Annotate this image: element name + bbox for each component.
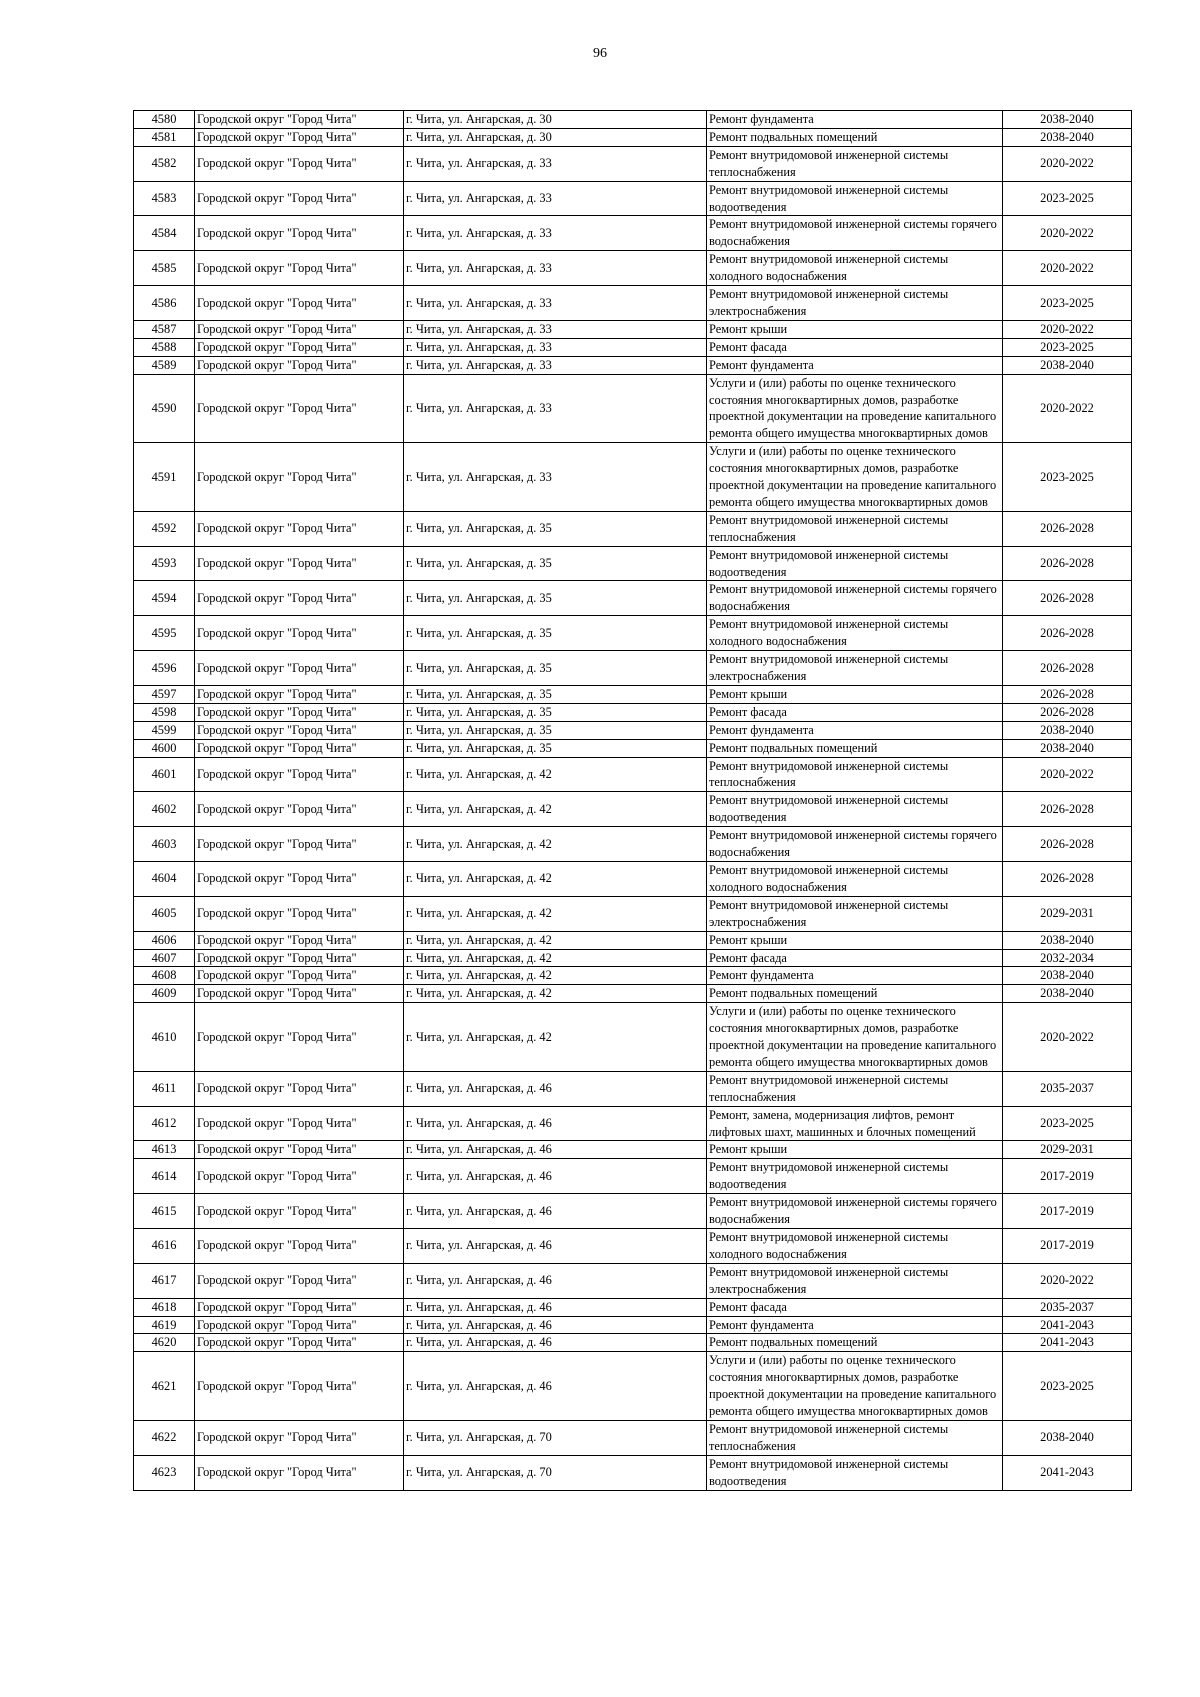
address-cell: г. Чита, ул. Ангарская, д. 46 <box>404 1352 707 1421</box>
table-row <box>134 216 1132 251</box>
municipality-cell: Городской округ "Город Чита" <box>195 286 404 321</box>
row-number-cell: 4595 <box>134 616 195 651</box>
work-type-cell: Ремонт подвальных помещений <box>707 739 1003 757</box>
table-row <box>134 1334 1132 1352</box>
address-cell: г. Чита, ул. Ангарская, д. 46 <box>404 1263 707 1298</box>
municipality-cell: Городской округ "Город Чита" <box>195 1352 404 1421</box>
table-row <box>134 356 1132 374</box>
address-cell: г. Чита, ул. Ангарская, д. 42 <box>404 757 707 792</box>
work-type-cell: Услуги и (или) работы по оценке технического состояния многоквартирных домов, разработке проектной документации на проведение капитального ремонта общего имущества многоквартирных домов <box>707 1003 1003 1072</box>
work-type-cell: Ремонт внутридомовой инженерной системы горячего водоснабжения <box>707 1194 1003 1229</box>
row-number-cell: 4587 <box>134 320 195 338</box>
table-row <box>134 985 1132 1003</box>
work-type-cell: Ремонт фундамента <box>707 111 1003 129</box>
work-type-cell: Ремонт внутридомовой инженерной системы электроснабжения <box>707 651 1003 686</box>
row-number-cell: 4614 <box>134 1159 195 1194</box>
address-cell: г. Чита, ул. Ангарская, д. 46 <box>404 1316 707 1334</box>
row-number-cell: 4588 <box>134 338 195 356</box>
period-cell: 2026-2028 <box>1003 685 1132 703</box>
table-row <box>134 1352 1132 1421</box>
table-row <box>134 757 1132 792</box>
address-cell: г. Чита, ул. Ангарская, д. 33 <box>404 181 707 216</box>
municipality-cell: Городской округ "Город Чита" <box>195 1159 404 1194</box>
table-row <box>134 861 1132 896</box>
address-cell: г. Чита, ул. Ангарская, д. 35 <box>404 546 707 581</box>
row-number-cell: 4580 <box>134 111 195 129</box>
address-cell: г. Чита, ул. Ангарская, д. 42 <box>404 827 707 862</box>
municipality-cell: Городской округ "Город Чита" <box>195 1298 404 1316</box>
period-cell: 2026-2028 <box>1003 546 1132 581</box>
period-cell: 2026-2028 <box>1003 616 1132 651</box>
work-type-cell: Ремонт фасада <box>707 1298 1003 1316</box>
table-row <box>134 443 1132 512</box>
address-cell: г. Чита, ул. Ангарская, д. 46 <box>404 1194 707 1229</box>
table-row <box>134 251 1132 286</box>
work-type-cell: Ремонт внутридомовой инженерной системы горячего водоснабжения <box>707 581 1003 616</box>
period-cell: 2038-2040 <box>1003 356 1132 374</box>
row-number-cell: 4589 <box>134 356 195 374</box>
period-cell: 2038-2040 <box>1003 967 1132 985</box>
period-cell: 2029-2031 <box>1003 1141 1132 1159</box>
row-number-cell: 4592 <box>134 511 195 546</box>
work-type-cell: Ремонт внутридомовой инженерной системы водоотведения <box>707 546 1003 581</box>
period-cell: 2026-2028 <box>1003 581 1132 616</box>
address-cell: г. Чита, ул. Ангарская, д. 42 <box>404 949 707 967</box>
table-row <box>134 511 1132 546</box>
table-row <box>134 1263 1132 1298</box>
period-cell: 2020-2022 <box>1003 1003 1132 1072</box>
row-number-cell: 4582 <box>134 146 195 181</box>
work-type-cell: Ремонт внутридомовой инженерной системы теплоснабжения <box>707 146 1003 181</box>
work-type-cell: Ремонт внутридомовой инженерной системы водоотведения <box>707 1159 1003 1194</box>
address-cell: г. Чита, ул. Ангарская, д. 35 <box>404 651 707 686</box>
address-cell: г. Чита, ул. Ангарская, д. 42 <box>404 985 707 1003</box>
address-cell: г. Чита, ул. Ангарская, д. 35 <box>404 721 707 739</box>
row-number-cell: 4615 <box>134 1194 195 1229</box>
row-number-cell: 4611 <box>134 1071 195 1106</box>
table-row <box>134 739 1132 757</box>
address-cell: г. Чита, ул. Ангарская, д. 35 <box>404 581 707 616</box>
table-row <box>134 931 1132 949</box>
table-row <box>134 896 1132 931</box>
period-cell: 2017-2019 <box>1003 1159 1132 1194</box>
address-cell: г. Чита, ул. Ангарская, д. 33 <box>404 338 707 356</box>
municipality-cell: Городской округ "Город Чита" <box>195 1316 404 1334</box>
row-number-cell: 4602 <box>134 792 195 827</box>
table-row <box>134 146 1132 181</box>
address-cell: г. Чита, ул. Ангарская, д. 46 <box>404 1298 707 1316</box>
row-number-cell: 4620 <box>134 1334 195 1352</box>
address-cell: г. Чита, ул. Ангарская, д. 42 <box>404 931 707 949</box>
row-number-cell: 4601 <box>134 757 195 792</box>
table-row <box>134 374 1132 443</box>
period-cell: 2038-2040 <box>1003 739 1132 757</box>
work-type-cell: Услуги и (или) работы по оценке технического состояния многоквартирных домов, разработке проектной документации на проведение капитального ремонта общего имущества многоквартирных домов <box>707 374 1003 443</box>
work-type-cell: Ремонт фундамента <box>707 721 1003 739</box>
municipality-cell: Городской округ "Город Чита" <box>195 1003 404 1072</box>
work-type-cell: Ремонт крыши <box>707 320 1003 338</box>
work-type-cell: Ремонт фундамента <box>707 1316 1003 1334</box>
municipality-cell: Городской округ "Город Чита" <box>195 338 404 356</box>
work-type-cell: Ремонт внутридомовой инженерной системы теплоснабжения <box>707 1071 1003 1106</box>
row-number-cell: 4596 <box>134 651 195 686</box>
table-row <box>134 1420 1132 1455</box>
work-type-cell: Ремонт крыши <box>707 1141 1003 1159</box>
row-number-cell: 4585 <box>134 251 195 286</box>
table-row <box>134 1003 1132 1072</box>
table-row <box>134 616 1132 651</box>
table-row <box>134 1229 1132 1264</box>
table-row <box>134 1316 1132 1334</box>
period-cell: 2032-2034 <box>1003 949 1132 967</box>
period-cell: 2026-2028 <box>1003 861 1132 896</box>
address-cell: г. Чита, ул. Ангарская, д. 33 <box>404 286 707 321</box>
municipality-cell: Городской округ "Город Чита" <box>195 374 404 443</box>
row-number-cell: 4591 <box>134 443 195 512</box>
address-cell: г. Чита, ул. Ангарская, д. 33 <box>404 216 707 251</box>
period-cell: 2020-2022 <box>1003 757 1132 792</box>
address-cell: г. Чита, ул. Ангарская, д. 33 <box>404 443 707 512</box>
page-number: 96 <box>593 46 607 61</box>
work-type-cell: Ремонт внутридомовой инженерной системы теплоснабжения <box>707 511 1003 546</box>
table-row <box>134 1106 1132 1141</box>
municipality-cell: Городской округ "Город Чита" <box>195 216 404 251</box>
period-cell: 2023-2025 <box>1003 1352 1132 1421</box>
table-row <box>134 685 1132 703</box>
period-cell: 2038-2040 <box>1003 931 1132 949</box>
address-cell: г. Чита, ул. Ангарская, д. 33 <box>404 356 707 374</box>
municipality-cell: Городской округ "Город Чита" <box>195 1263 404 1298</box>
municipality-cell: Городской округ "Город Чита" <box>195 1334 404 1352</box>
address-cell: г. Чита, ул. Ангарская, д. 33 <box>404 146 707 181</box>
period-cell: 2023-2025 <box>1003 338 1132 356</box>
address-cell: г. Чита, ул. Ангарская, д. 33 <box>404 374 707 443</box>
row-number-cell: 4609 <box>134 985 195 1003</box>
row-number-cell: 4610 <box>134 1003 195 1072</box>
row-number-cell: 4583 <box>134 181 195 216</box>
address-cell: г. Чита, ул. Ангарская, д. 35 <box>404 739 707 757</box>
municipality-cell: Городской округ "Город Чита" <box>195 251 404 286</box>
period-cell: 2026-2028 <box>1003 827 1132 862</box>
municipality-cell: Городской округ "Город Чита" <box>195 1106 404 1141</box>
work-type-cell: Ремонт внутридомовой инженерной системы горячего водоснабжения <box>707 827 1003 862</box>
work-type-cell: Ремонт внутридомовой инженерной системы водоотведения <box>707 1455 1003 1490</box>
municipality-cell: Городской округ "Город Чита" <box>195 967 404 985</box>
table-row <box>134 181 1132 216</box>
table-row <box>134 949 1132 967</box>
work-type-cell: Ремонт внутридомовой инженерной системы электроснабжения <box>707 896 1003 931</box>
period-cell: 2026-2028 <box>1003 651 1132 686</box>
work-type-cell: Ремонт внутридомовой инженерной системы теплоснабжения <box>707 757 1003 792</box>
row-number-cell: 4604 <box>134 861 195 896</box>
row-number-cell: 4607 <box>134 949 195 967</box>
municipality-cell: Городской округ "Город Чита" <box>195 146 404 181</box>
row-number-cell: 4603 <box>134 827 195 862</box>
address-cell: г. Чита, ул. Ангарская, д. 42 <box>404 896 707 931</box>
municipality-cell: Городской округ "Город Чита" <box>195 1194 404 1229</box>
period-cell: 2038-2040 <box>1003 128 1132 146</box>
table-row <box>134 703 1132 721</box>
work-type-cell: Ремонт подвальных помещений <box>707 1334 1003 1352</box>
municipality-cell: Городской округ "Город Чита" <box>195 739 404 757</box>
municipality-cell: Городской округ "Город Чита" <box>195 616 404 651</box>
period-cell: 2029-2031 <box>1003 896 1132 931</box>
table-row <box>134 827 1132 862</box>
period-cell: 2023-2025 <box>1003 181 1132 216</box>
period-cell: 2038-2040 <box>1003 985 1132 1003</box>
row-number-cell: 4622 <box>134 1420 195 1455</box>
work-type-cell: Ремонт внутридомовой инженерной системы горячего водоснабжения <box>707 216 1003 251</box>
period-cell: 2017-2019 <box>1003 1229 1132 1264</box>
municipality-cell: Городской округ "Город Чита" <box>195 985 404 1003</box>
work-type-cell: Ремонт фасада <box>707 338 1003 356</box>
municipality-cell: Городской округ "Город Чита" <box>195 1141 404 1159</box>
address-cell: г. Чита, ул. Ангарская, д. 46 <box>404 1141 707 1159</box>
work-type-cell: Ремонт фундамента <box>707 356 1003 374</box>
period-cell: 2023-2025 <box>1003 443 1132 512</box>
period-cell: 2023-2025 <box>1003 286 1132 321</box>
municipality-cell: Городской округ "Город Чита" <box>195 1071 404 1106</box>
row-number-cell: 4623 <box>134 1455 195 1490</box>
work-type-cell: Ремонт фундамента <box>707 967 1003 985</box>
row-number-cell: 4617 <box>134 1263 195 1298</box>
municipality-cell: Городской округ "Город Чита" <box>195 1229 404 1264</box>
table-body <box>134 111 1132 1491</box>
period-cell: 2026-2028 <box>1003 703 1132 721</box>
period-cell: 2038-2040 <box>1003 1420 1132 1455</box>
table-row <box>134 1071 1132 1106</box>
address-cell: г. Чита, ул. Ангарская, д. 46 <box>404 1071 707 1106</box>
period-cell: 2023-2025 <box>1003 1106 1132 1141</box>
address-cell: г. Чита, ул. Ангарская, д. 42 <box>404 967 707 985</box>
table-row <box>134 581 1132 616</box>
row-number-cell: 4584 <box>134 216 195 251</box>
work-type-cell: Ремонт внутридомовой инженерной системы холодного водоснабжения <box>707 1229 1003 1264</box>
period-cell: 2026-2028 <box>1003 511 1132 546</box>
municipality-cell: Городской округ "Город Чита" <box>195 949 404 967</box>
row-number-cell: 4608 <box>134 967 195 985</box>
municipality-cell: Городской округ "Город Чита" <box>195 651 404 686</box>
row-number-cell: 4616 <box>134 1229 195 1264</box>
municipality-cell: Городской округ "Город Чита" <box>195 181 404 216</box>
municipality-cell: Городской округ "Город Чита" <box>195 320 404 338</box>
row-number-cell: 4618 <box>134 1298 195 1316</box>
address-cell: г. Чита, ул. Ангарская, д. 46 <box>404 1229 707 1264</box>
work-type-cell: Ремонт крыши <box>707 931 1003 949</box>
row-number-cell: 4599 <box>134 721 195 739</box>
period-cell: 2020-2022 <box>1003 146 1132 181</box>
address-cell: г. Чита, ул. Ангарская, д. 35 <box>404 703 707 721</box>
row-number-cell: 4605 <box>134 896 195 931</box>
table-row <box>134 1298 1132 1316</box>
work-type-cell: Ремонт внутридомовой инженерной системы водоотведения <box>707 792 1003 827</box>
address-cell: г. Чита, ул. Ангарская, д. 46 <box>404 1106 707 1141</box>
table-row <box>134 721 1132 739</box>
table-row <box>134 1194 1132 1229</box>
municipality-cell: Городской округ "Город Чита" <box>195 1420 404 1455</box>
period-cell: 2041-2043 <box>1003 1316 1132 1334</box>
work-type-cell: Ремонт внутридомовой инженерной системы электроснабжения <box>707 286 1003 321</box>
row-number-cell: 4594 <box>134 581 195 616</box>
table-row <box>134 651 1132 686</box>
municipality-cell: Городской округ "Город Чита" <box>195 861 404 896</box>
work-type-cell: Ремонт внутридомовой инженерной системы холодного водоснабжения <box>707 616 1003 651</box>
address-cell: г. Чита, ул. Ангарская, д. 70 <box>404 1455 707 1490</box>
work-type-cell: Ремонт подвальных помещений <box>707 128 1003 146</box>
work-type-cell: Ремонт фасада <box>707 949 1003 967</box>
table-row <box>134 967 1132 985</box>
table-row <box>134 792 1132 827</box>
period-cell: 2020-2022 <box>1003 320 1132 338</box>
table-row <box>134 286 1132 321</box>
work-type-cell: Ремонт крыши <box>707 685 1003 703</box>
work-type-cell: Ремонт фасада <box>707 703 1003 721</box>
row-number-cell: 4581 <box>134 128 195 146</box>
municipality-cell: Городской округ "Город Чита" <box>195 827 404 862</box>
work-type-cell: Ремонт внутридомовой инженерной системы электроснабжения <box>707 1263 1003 1298</box>
work-type-cell: Ремонт внутридомовой инженерной системы холодного водоснабжения <box>707 251 1003 286</box>
municipality-cell: Городской округ "Город Чита" <box>195 721 404 739</box>
address-cell: г. Чита, ул. Ангарская, д. 42 <box>404 1003 707 1072</box>
row-number-cell: 4612 <box>134 1106 195 1141</box>
address-cell: г. Чита, ул. Ангарская, д. 30 <box>404 111 707 129</box>
table-row <box>134 1455 1132 1490</box>
period-cell: 2038-2040 <box>1003 111 1132 129</box>
work-type-cell: Ремонт внутридомовой инженерной системы холодного водоснабжения <box>707 861 1003 896</box>
address-cell: г. Чита, ул. Ангарская, д. 35 <box>404 511 707 546</box>
municipality-cell: Городской округ "Город Чита" <box>195 581 404 616</box>
row-number-cell: 4606 <box>134 931 195 949</box>
table-row <box>134 1141 1132 1159</box>
address-cell: г. Чита, ул. Ангарская, д. 35 <box>404 685 707 703</box>
period-cell: 2020-2022 <box>1003 374 1132 443</box>
period-cell: 2035-2037 <box>1003 1071 1132 1106</box>
row-number-cell: 4613 <box>134 1141 195 1159</box>
period-cell: 2026-2028 <box>1003 792 1132 827</box>
municipality-cell: Городской округ "Город Чита" <box>195 685 404 703</box>
period-cell: 2038-2040 <box>1003 721 1132 739</box>
period-cell: 2035-2037 <box>1003 1298 1132 1316</box>
work-type-cell: Ремонт, замена, модернизация лифтов, ремонт лифтовых шахт, машинных и блочных помещений <box>707 1106 1003 1141</box>
address-cell: г. Чита, ул. Ангарская, д. 70 <box>404 1420 707 1455</box>
row-number-cell: 4593 <box>134 546 195 581</box>
municipality-cell: Городской округ "Город Чита" <box>195 111 404 129</box>
period-cell: 2020-2022 <box>1003 1263 1132 1298</box>
municipality-cell: Городской округ "Город Чита" <box>195 896 404 931</box>
row-number-cell: 4600 <box>134 739 195 757</box>
address-cell: г. Чита, ул. Ангарская, д. 46 <box>404 1334 707 1352</box>
table-row <box>134 546 1132 581</box>
row-number-cell: 4598 <box>134 703 195 721</box>
table-row <box>134 338 1132 356</box>
row-number-cell: 4597 <box>134 685 195 703</box>
address-cell: г. Чита, ул. Ангарская, д. 35 <box>404 616 707 651</box>
address-cell: г. Чита, ул. Ангарская, д. 30 <box>404 128 707 146</box>
capital-repair-table <box>133 110 1132 1491</box>
table-row <box>134 128 1132 146</box>
row-number-cell: 4619 <box>134 1316 195 1334</box>
table-row <box>134 1159 1132 1194</box>
period-cell: 2020-2022 <box>1003 251 1132 286</box>
row-number-cell: 4586 <box>134 286 195 321</box>
period-cell: 2020-2022 <box>1003 216 1132 251</box>
municipality-cell: Городской округ "Город Чита" <box>195 757 404 792</box>
period-cell: 2017-2019 <box>1003 1194 1132 1229</box>
work-type-cell: Услуги и (или) работы по оценке технического состояния многоквартирных домов, разработке проектной документации на проведение капитального ремонта общего имущества многоквартирных домов <box>707 443 1003 512</box>
table-row <box>134 111 1132 129</box>
municipality-cell: Городской округ "Город Чита" <box>195 931 404 949</box>
municipality-cell: Городской округ "Город Чита" <box>195 443 404 512</box>
address-cell: г. Чита, ул. Ангарская, д. 46 <box>404 1159 707 1194</box>
municipality-cell: Городской округ "Город Чита" <box>195 546 404 581</box>
address-cell: г. Чита, ул. Ангарская, д. 33 <box>404 320 707 338</box>
address-cell: г. Чита, ул. Ангарская, д. 42 <box>404 861 707 896</box>
work-type-cell: Услуги и (или) работы по оценке технического состояния многоквартирных домов, разработке проектной документации на проведение капитального ремонта общего имущества многоквартирных домов <box>707 1352 1003 1421</box>
address-cell: г. Чита, ул. Ангарская, д. 33 <box>404 251 707 286</box>
period-cell: 2041-2043 <box>1003 1334 1132 1352</box>
table-row <box>134 320 1132 338</box>
municipality-cell: Городской округ "Город Чита" <box>195 792 404 827</box>
municipality-cell: Городской округ "Город Чита" <box>195 356 404 374</box>
address-cell: г. Чита, ул. Ангарская, д. 42 <box>404 792 707 827</box>
row-number-cell: 4590 <box>134 374 195 443</box>
municipality-cell: Городской округ "Город Чита" <box>195 511 404 546</box>
municipality-cell: Городской округ "Город Чита" <box>195 703 404 721</box>
row-number-cell: 4621 <box>134 1352 195 1421</box>
work-type-cell: Ремонт внутридомовой инженерной системы теплоснабжения <box>707 1420 1003 1455</box>
municipality-cell: Городской округ "Город Чита" <box>195 1455 404 1490</box>
period-cell: 2041-2043 <box>1003 1455 1132 1490</box>
municipality-cell: Городской округ "Город Чита" <box>195 128 404 146</box>
work-type-cell: Ремонт внутридомовой инженерной системы водоотведения <box>707 181 1003 216</box>
work-type-cell: Ремонт подвальных помещений <box>707 985 1003 1003</box>
